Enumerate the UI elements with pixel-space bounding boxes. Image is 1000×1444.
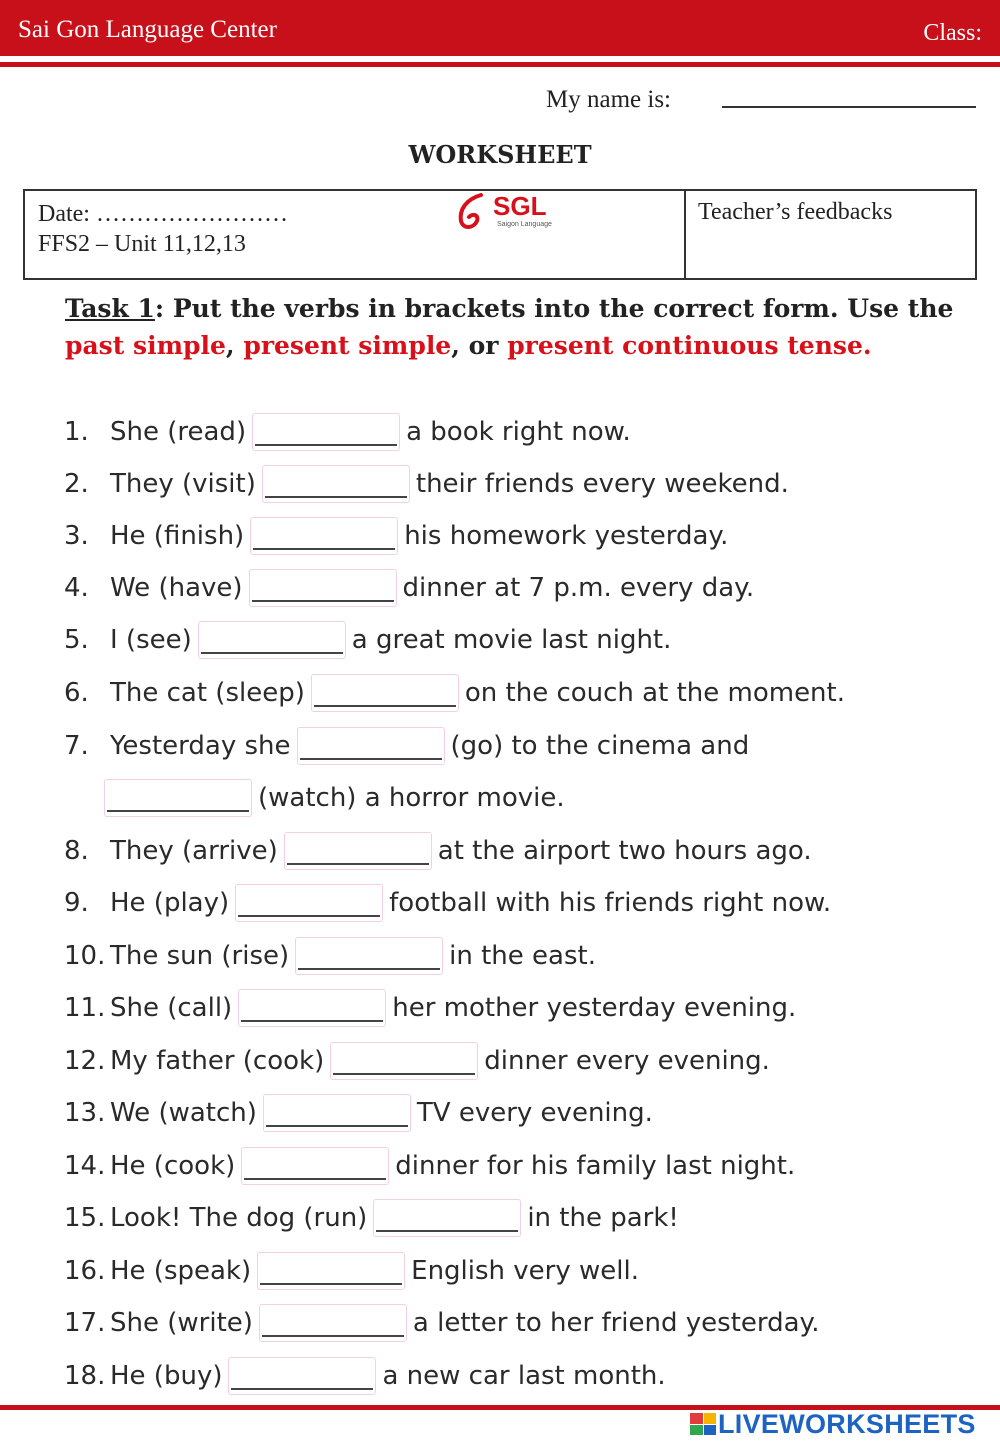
question-continuation: a book right now. <box>406 417 631 447</box>
question-prompt: She (write) <box>110 1308 253 1338</box>
task-colon: : <box>154 294 165 323</box>
answer-blank[interactable] <box>252 413 400 451</box>
question-prompt: We (have) <box>110 573 243 603</box>
question-number: 16. <box>64 1256 106 1286</box>
name-label: My name is: <box>546 86 671 113</box>
answer-blank[interactable] <box>262 465 410 503</box>
question-row <box>64 1356 666 1396</box>
class-label: Class: <box>923 20 982 46</box>
question-prompt: He (play) <box>110 888 230 918</box>
date-field: Date: …………………… <box>38 201 288 227</box>
answer-blank[interactable] <box>311 674 459 712</box>
question-row <box>64 1303 820 1343</box>
answer-blank[interactable] <box>249 569 397 607</box>
question-prompt: They (visit) <box>110 469 256 499</box>
page-title: WORKSHEET <box>408 140 592 169</box>
question-prompt: He (finish) <box>110 521 245 551</box>
question-prompt: He (buy) <box>110 1361 223 1391</box>
question-continuation: in the park! <box>527 1203 679 1233</box>
question-number: 5. <box>64 625 89 655</box>
task-separator: , <box>225 331 244 360</box>
question-number: 15. <box>64 1203 106 1233</box>
question-row <box>64 568 754 608</box>
question-prompt: She (call) <box>110 993 233 1023</box>
question-continuation: their friends every weekend. <box>415 469 789 499</box>
question-row <box>64 412 631 452</box>
info-box <box>23 189 977 280</box>
question-number: 2. <box>64 469 89 499</box>
question-continuation: her mother yesterday evening. <box>392 993 797 1023</box>
question-row <box>64 1093 653 1133</box>
question-prompt: We (watch) <box>110 1098 257 1128</box>
task-label: Task 1 <box>65 294 155 323</box>
question-number: 8. <box>64 836 89 866</box>
question-number: 18. <box>64 1361 106 1391</box>
question-continuation: in the east. <box>449 941 596 971</box>
liveworksheets-icon <box>690 1413 716 1435</box>
name-input-line[interactable] <box>722 106 976 108</box>
question-number: 12. <box>64 1046 106 1076</box>
question-row <box>64 464 789 504</box>
question-row <box>64 1146 795 1186</box>
question-prompt: The cat (sleep) <box>110 678 305 708</box>
question-continuation: (watch) a horror movie. <box>258 783 565 813</box>
tense-past-simple: past simple <box>65 331 226 360</box>
answer-blank[interactable] <box>198 621 346 659</box>
answer-blank[interactable] <box>373 1199 521 1237</box>
question-prompt: The sun (rise) <box>110 941 290 971</box>
question-continuation: English very well. <box>411 1256 639 1286</box>
header-divider <box>0 62 1000 67</box>
question-number: 9. <box>64 888 89 918</box>
answer-blank[interactable] <box>295 937 443 975</box>
answer-blank[interactable] <box>241 1147 389 1185</box>
question-row <box>64 516 728 556</box>
question-row <box>64 1041 770 1081</box>
answer-blank[interactable] <box>235 884 383 922</box>
liveworksheets-brand: LIVEWORKSHEETS <box>718 1408 976 1439</box>
question-continuation: dinner at 7 p.m. every day. <box>402 573 755 603</box>
question-row <box>64 883 831 923</box>
question-prompt: She (read) <box>110 417 247 447</box>
question-row <box>64 1198 679 1238</box>
logo-text: SGL <box>493 191 547 221</box>
tense-present-continuous: present continuous tense. <box>507 331 872 360</box>
question-continuation: dinner every evening. <box>484 1046 770 1076</box>
question-continuation: a letter to her friend yesterday. <box>412 1308 820 1338</box>
question-prompt: I (see) <box>110 625 192 655</box>
question-continuation: on the couch at the moment. <box>464 678 845 708</box>
answer-blank[interactable] <box>263 1094 411 1132</box>
question-row <box>64 673 845 713</box>
question-continuation: football with his friends right now. <box>389 888 832 918</box>
question-continuation: a new car last month. <box>382 1361 666 1391</box>
answer-blank[interactable] <box>297 727 445 765</box>
teacher-feedback-label: Teacher’s feedbacks <box>698 199 893 225</box>
logo-subtext: Saigon Language <box>497 221 552 228</box>
question-row <box>64 1251 639 1291</box>
question-row-continued <box>64 778 565 818</box>
task-separator: , or <box>451 331 508 360</box>
question-continuation: TV every evening. <box>416 1098 653 1128</box>
answer-blank[interactable] <box>238 989 386 1027</box>
question-number: 1. <box>64 417 89 447</box>
answer-blank[interactable] <box>250 517 398 555</box>
question-number: 10. <box>64 941 106 971</box>
liveworksheets-logo <box>690 1410 976 1438</box>
sgl-logo <box>455 191 565 235</box>
answer-blank[interactable] <box>228 1357 376 1395</box>
question-prompt: My father (cook) <box>110 1046 325 1076</box>
question-prompt: They (arrive) <box>110 836 278 866</box>
question-number: 4. <box>64 573 89 603</box>
question-continuation: dinner for his family last night. <box>395 1151 796 1181</box>
question-continuation: (go) to the cinema and <box>450 731 750 761</box>
task-text: Put the verbs in brackets into the correct form. Use the <box>164 294 954 323</box>
question-number: 13. <box>64 1098 106 1128</box>
answer-blank[interactable] <box>104 779 252 817</box>
question-row <box>64 988 796 1028</box>
question-number: 3. <box>64 521 89 551</box>
question-row <box>64 620 671 660</box>
answer-blank[interactable] <box>257 1252 405 1290</box>
answer-blank[interactable] <box>259 1304 407 1342</box>
question-number: 7. <box>64 731 89 761</box>
answer-blank[interactable] <box>330 1042 478 1080</box>
question-prompt: He (cook) <box>110 1151 236 1181</box>
question-row <box>64 726 749 766</box>
question-continuation: a great movie last night. <box>351 625 672 655</box>
question-number: 17. <box>64 1308 106 1338</box>
center-name: Sai Gon Language Center <box>18 16 277 43</box>
question-row <box>64 936 596 976</box>
tense-present-simple: present simple <box>243 331 452 360</box>
task-instructions <box>65 290 965 364</box>
unit-label: FFS2 – Unit 11,12,13 <box>38 231 246 257</box>
question-prompt: Look! The dog (run) <box>110 1203 368 1233</box>
question-number: 14. <box>64 1151 106 1181</box>
info-box-divider <box>684 191 686 279</box>
answer-blank[interactable] <box>284 832 432 870</box>
question-continuation: at the airport two hours ago. <box>437 836 812 866</box>
sgl-logo-icon <box>455 191 489 231</box>
question-number: 11. <box>64 993 106 1023</box>
question-number: 6. <box>64 678 89 708</box>
question-continuation: his homework yesterday. <box>404 521 729 551</box>
header-bar <box>0 0 1000 56</box>
question-prompt: Yesterday she <box>110 731 291 761</box>
question-prompt: He (speak) <box>110 1256 252 1286</box>
question-row <box>64 831 812 871</box>
